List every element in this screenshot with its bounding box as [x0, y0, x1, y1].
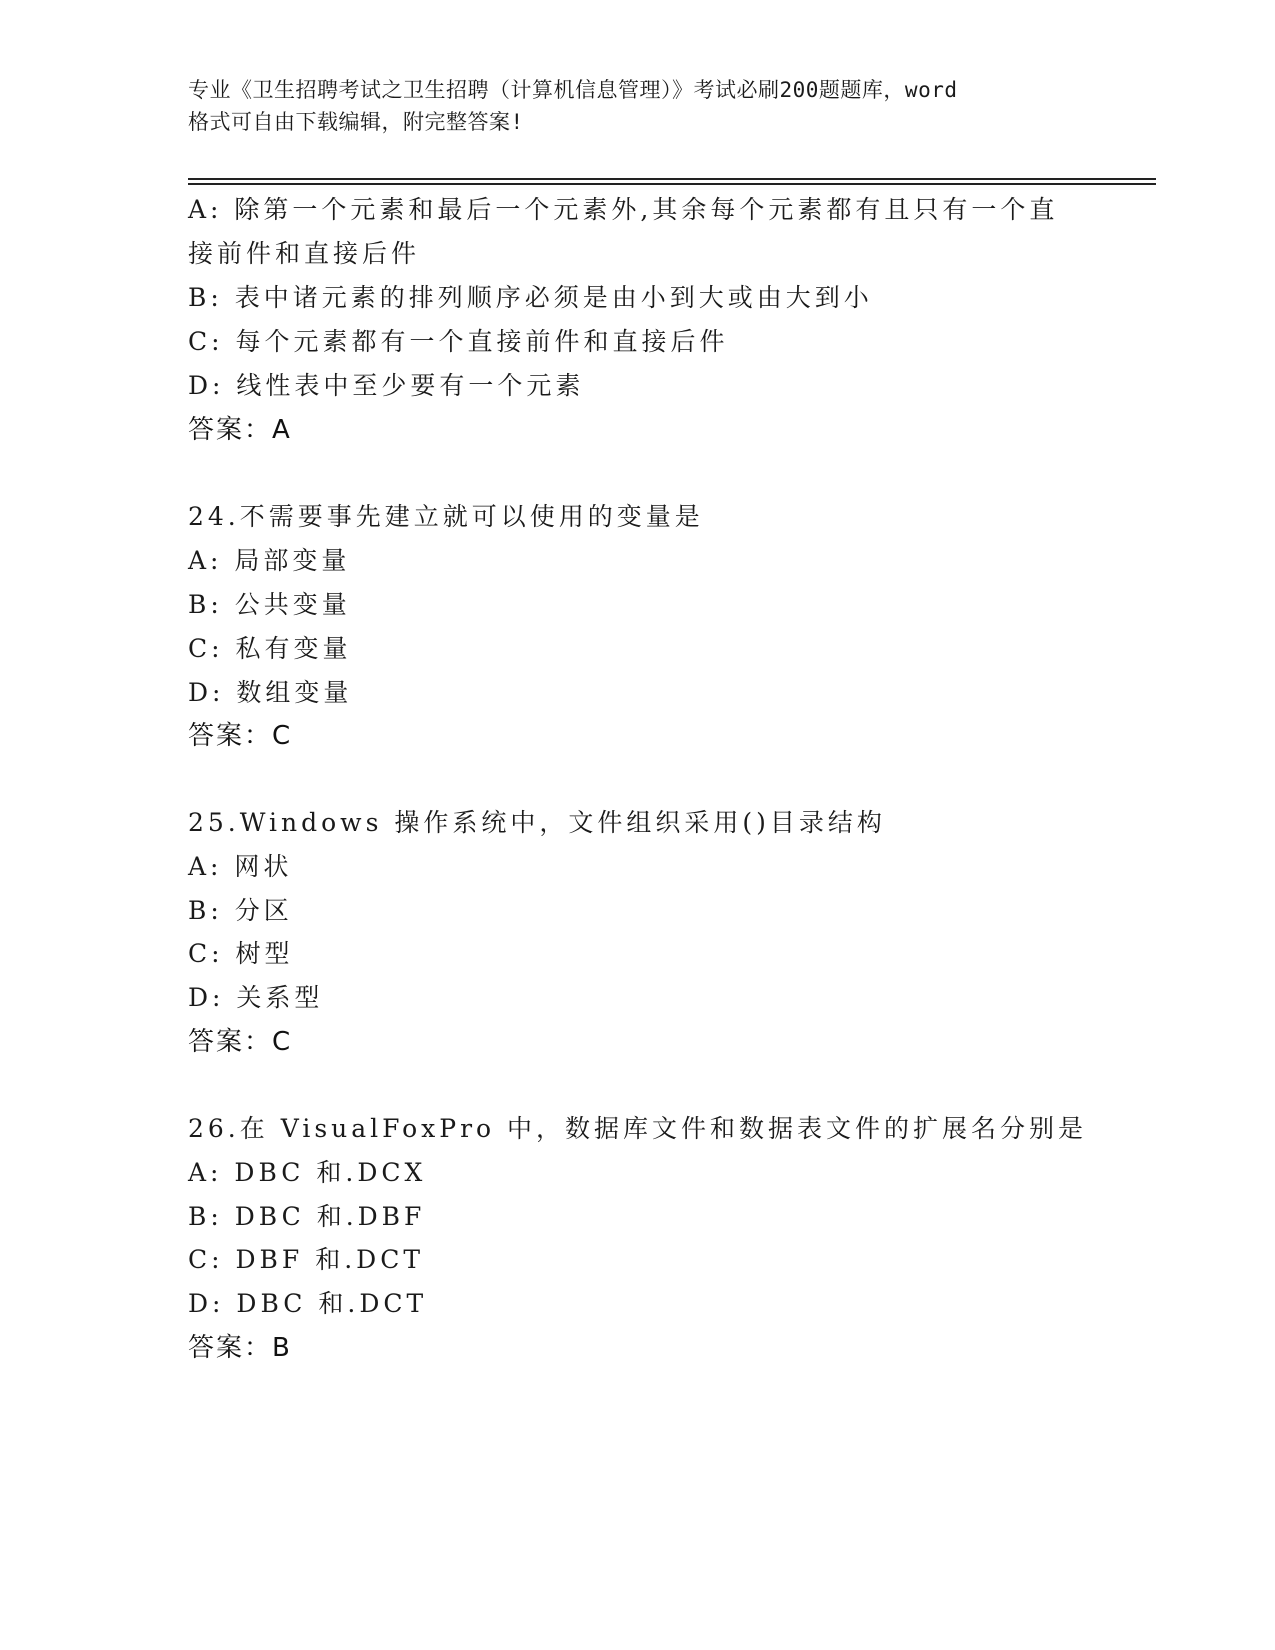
q23-option-c: C: 每个元素都有一个直接前件和直接后件: [188, 327, 729, 356]
q25-option-d: D: 关系型: [188, 983, 324, 1012]
header-divider-top: [188, 178, 1156, 180]
q23-option-b: B: 表中诸元素的排列顺序必须是由小到大或由大到小: [188, 283, 873, 312]
document-header: [188, 74, 1088, 138]
q26-answer: 答案：B: [188, 1333, 292, 1363]
q26-option-c: C: DBF 和.DCT: [188, 1245, 425, 1274]
q23-option-a-line2: 接前件和直接后件: [188, 239, 421, 268]
q23-answer: 答案：A: [188, 415, 292, 445]
header-divider-bottom: [188, 183, 1156, 185]
q24-option-d: D: 数组变量: [188, 678, 353, 707]
q25-question: 25.Windows 操作系统中，文件组织采用()目录结构: [188, 808, 886, 837]
q26-question: 26.在 VisualFoxPro 中，数据库文件和数据表文件的扩展名分别是: [188, 1114, 1088, 1143]
q26-option-a: A: DBC 和.DCX: [188, 1158, 427, 1187]
q26-option-b: B: DBC 和.DBF: [188, 1202, 426, 1231]
header-line-1: 专业《卫生招聘考试之卫生招聘（计算机信息管理）》考试必刷200题题库，word: [188, 78, 958, 102]
q25-option-b: B: 分区: [188, 896, 293, 925]
q25-answer: 答案：C: [188, 1027, 293, 1057]
q24-option-c: C: 私有变量: [188, 634, 352, 663]
q24-answer: 答案：C: [188, 721, 293, 751]
q23-option-d: D: 线性表中至少要有一个元素: [188, 371, 585, 400]
q25-option-a: A: 网状: [188, 852, 293, 881]
q26-option-d: D: DBC 和.DCT: [188, 1289, 428, 1318]
q24-option-b: B: 公共变量: [188, 590, 351, 619]
q24-option-a: A: 局部变量: [188, 546, 351, 575]
q25-option-c: C: 树型: [188, 939, 294, 968]
header-line-2: 格式可自由下载编辑，附完整答案!: [188, 110, 524, 134]
q24-question: 24.不需要事先建立就可以使用的变量是: [188, 502, 704, 531]
q23-option-a-line1: A: 除第一个元素和最后一个元素外,其余每个元素都有且只有一个直: [188, 195, 1059, 224]
